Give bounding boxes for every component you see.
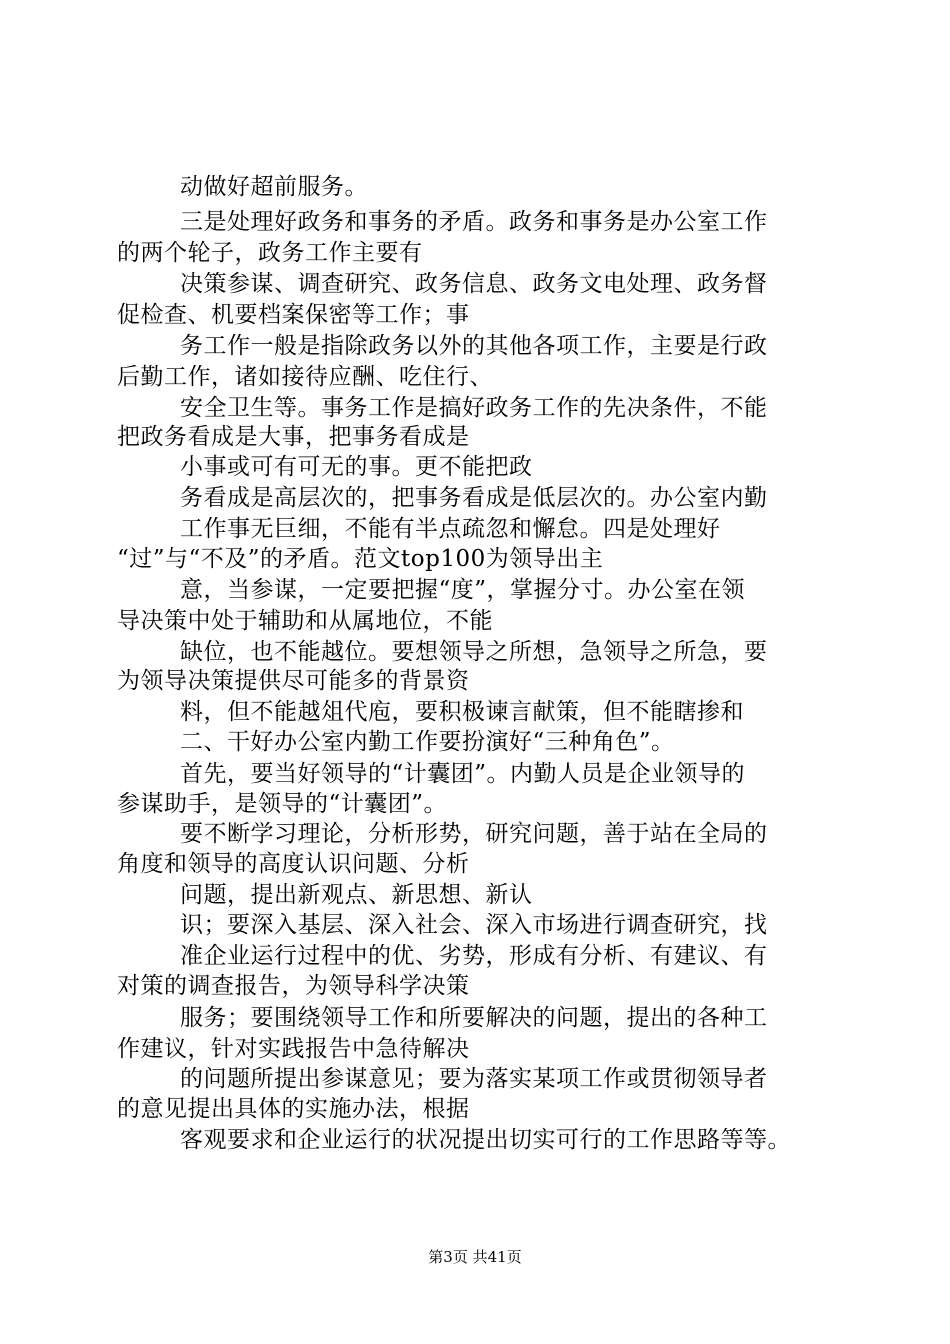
- text-line: 缺位，也不能越位。要想领导之所想，急领导之所急，要: [180, 639, 768, 665]
- text-line: 动做好超前服务。: [180, 174, 368, 200]
- text-line: 服务；要围绕领导工作和所要解决的问题，提出的各种工: [180, 1005, 768, 1031]
- text-line: 后勤工作，诸如接待应酬、吃住行、: [117, 364, 493, 390]
- text-line: 对策的调查报告，为领导科学决策: [117, 973, 470, 999]
- text-line: 促检查、机要档案保密等工作；事: [117, 302, 470, 328]
- text-line: 客观要求和企业运行的状况提出切实可行的工作思路等等。: [180, 1127, 791, 1153]
- text-line: 料，但不能越俎代庖，要积极谏言献策，但不能瞎掺和: [180, 699, 744, 725]
- text-line: 作建议，针对实践报告中急待解决: [117, 1036, 470, 1062]
- text-line: 务看成是高层次的，把事务看成是低层次的。办公室内勤: [180, 485, 768, 511]
- text-line: 识；要深入基层、深入社会、深入市场进行调查研究，找: [180, 912, 768, 938]
- text-line: 把政务看成是大事，把事务看成是: [117, 424, 470, 450]
- text-line: 工作事无巨细，不能有半点疏忽和懈怠。四是处理好: [180, 516, 721, 542]
- text-line: 小事或可有可无的事。更不能把政: [180, 454, 533, 480]
- text-line: 为领导决策提供尽可能多的背景资: [117, 668, 470, 694]
- text-line: 务工作一般是指除政务以外的其他各项工作，主要是行政: [180, 333, 768, 359]
- text-line: 角度和领导的高度认识问题、分析: [117, 851, 470, 877]
- text-line: 首先，要当好领导的“计囊团”。内勤人员是企业领导的: [180, 761, 746, 787]
- text-line: 的两个轮子，政务工作主要有: [117, 240, 423, 266]
- page-footer: 第3页 共41页: [428, 1248, 522, 1266]
- text-line: 的问题所提出参谋意见；要为落实某项工作或贯彻领导者: [180, 1066, 768, 1092]
- section-heading: 二、干好办公室内勤工作要扮演好“三种角色”。: [180, 729, 675, 755]
- text-line: 参谋助手，是领导的“计囊团”。: [117, 791, 448, 817]
- text-line: 要不断学习理论，分析形势，研究问题，善于站在全局的: [180, 821, 768, 847]
- text-line: 导决策中处于辅助和从属地位，不能: [117, 608, 493, 634]
- text-line: 三是处理好政务和事务的矛盾。政务和事务是办公室工作: [180, 209, 768, 235]
- text-line: 准企业运行过程中的优、劣势，形成有分析、有建议、有: [180, 943, 768, 969]
- text-line: 决策参谋、调查研究、政务信息、政务文电处理、政务督: [180, 271, 768, 297]
- text-line: 问题，提出新观点、新思想、新认: [180, 882, 533, 908]
- text-line: 的意见提出具体的实施办法，根据: [117, 1096, 470, 1122]
- text-line: 意，当参谋，一定要把握“度”，掌握分寸。办公室在领: [180, 577, 746, 603]
- text-line: “过”与“不及”的矛盾。范文top100为领导出主: [117, 546, 604, 572]
- text-line: 安全卫生等。事务工作是搞好政务工作的先决条件，不能: [180, 395, 768, 421]
